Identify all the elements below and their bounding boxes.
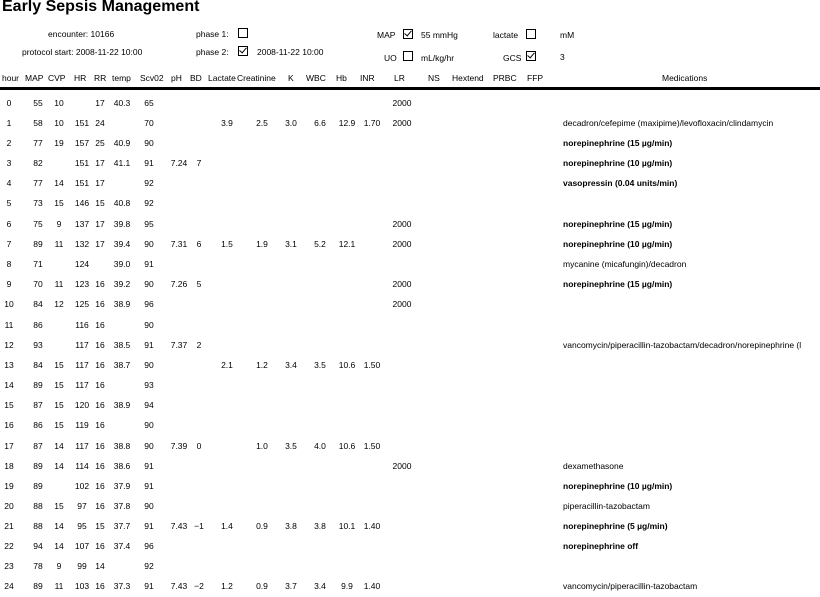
cell-scv: 91 bbox=[144, 521, 154, 531]
column-header-hr: HR bbox=[74, 73, 87, 83]
cell-cvp: 14 bbox=[54, 461, 64, 471]
gcs-value: 3 bbox=[560, 52, 565, 62]
protocol-start-label: protocol start: 2008-11-22 10:00 bbox=[22, 47, 143, 57]
gcs-label: GCS bbox=[503, 53, 522, 63]
cell-hour: 11 bbox=[4, 320, 14, 330]
column-header-hour: hour bbox=[2, 73, 20, 83]
table-row bbox=[0, 517, 820, 537]
table-row bbox=[0, 376, 820, 396]
table-row bbox=[0, 134, 820, 154]
cell-hour: 13 bbox=[4, 360, 14, 370]
cell-hour: 3 bbox=[6, 158, 12, 168]
cell-map: 78 bbox=[33, 561, 43, 571]
cell-scv: 90 bbox=[144, 320, 154, 330]
cell-cvp: 14 bbox=[54, 178, 64, 188]
uo-checkbox[interactable] bbox=[403, 51, 413, 61]
cell-creat: 0.9 bbox=[256, 521, 268, 531]
cell-hr: 117 bbox=[75, 340, 89, 350]
cell-medication: norepinephrine (15 µg/min) bbox=[563, 219, 673, 229]
table-row bbox=[0, 457, 820, 477]
cell-creat: 1.9 bbox=[256, 239, 268, 249]
cell-cvp: 9 bbox=[56, 219, 62, 229]
cell-scv: 91 bbox=[144, 340, 154, 350]
cell-rr: 15 bbox=[95, 521, 105, 531]
cell-hr: 117 bbox=[75, 380, 89, 390]
column-header-k: K bbox=[288, 73, 294, 83]
cell-rr: 24 bbox=[95, 118, 105, 128]
cell-rr: 17 bbox=[95, 158, 105, 168]
cell-lactate: 3.9 bbox=[221, 118, 233, 128]
cell-hr: 103 bbox=[74, 581, 90, 591]
cell-cvp: 15 bbox=[54, 420, 64, 430]
cell-temp: 38.9 bbox=[113, 400, 131, 410]
cell-map: 93 bbox=[33, 340, 43, 350]
table-row bbox=[0, 114, 820, 134]
cell-temp: 40.8 bbox=[113, 198, 131, 208]
cell-map: 77 bbox=[33, 138, 43, 148]
cell-lr: 2000 bbox=[392, 98, 412, 108]
cell-bd: −2 bbox=[194, 581, 204, 591]
cell-scv: 92 bbox=[144, 178, 154, 188]
column-header-lactate: Lactate bbox=[208, 73, 236, 83]
cell-scv: 90 bbox=[144, 279, 154, 289]
cell-k: 3.8 bbox=[285, 521, 297, 531]
cell-k: 3.1 bbox=[285, 239, 297, 249]
cell-rr: 16 bbox=[95, 441, 105, 451]
cell-cvp: 19 bbox=[54, 138, 64, 148]
cell-hr: 146 bbox=[74, 198, 90, 208]
cell-hr: 95 bbox=[77, 521, 87, 531]
cell-ph: 7.24 bbox=[170, 158, 188, 168]
cell-temp: 37.8 bbox=[113, 501, 131, 511]
cell-map: 89 bbox=[33, 380, 43, 390]
cell-rr: 25 bbox=[95, 138, 105, 148]
cell-scv: 93 bbox=[144, 380, 154, 390]
cell-cvp: 10 bbox=[54, 118, 64, 128]
cell-medication: norepinephrine (15 µg/min) bbox=[563, 279, 673, 289]
table-row bbox=[0, 497, 820, 517]
cell-hr: 157 bbox=[74, 138, 90, 148]
cell-bd: 7 bbox=[196, 158, 202, 168]
cell-scv: 96 bbox=[144, 541, 154, 551]
table-row bbox=[0, 537, 820, 557]
cell-wbc: 4.0 bbox=[314, 441, 326, 451]
cell-scv: 90 bbox=[144, 360, 154, 370]
table-row bbox=[0, 336, 820, 356]
cell-temp: 40.9 bbox=[113, 138, 131, 148]
table-row bbox=[0, 255, 820, 275]
cell-scv: 96 bbox=[144, 299, 154, 309]
cell-map: 89 bbox=[33, 481, 43, 491]
cell-hour: 23 bbox=[4, 561, 14, 571]
table-row bbox=[0, 94, 820, 114]
cell-cvp: 10 bbox=[54, 98, 64, 108]
cell-scv: 92 bbox=[144, 561, 154, 571]
cell-cvp: 15 bbox=[54, 198, 64, 208]
cell-hour: 2 bbox=[6, 138, 12, 148]
cell-cvp: 11 bbox=[54, 239, 64, 249]
cell-inr: 1.50 bbox=[363, 441, 381, 451]
cell-hour: 10 bbox=[4, 299, 14, 309]
cell-hour: 17 bbox=[4, 441, 14, 451]
cell-lactate: 1.2 bbox=[221, 581, 233, 591]
map-label: MAP bbox=[377, 30, 396, 40]
cell-hour: 19 bbox=[4, 481, 14, 491]
cell-wbc: 6.6 bbox=[314, 118, 326, 128]
cell-wbc: 3.4 bbox=[314, 581, 326, 591]
table-row bbox=[0, 356, 820, 376]
cell-hr: 99 bbox=[77, 561, 87, 571]
cell-scv: 92 bbox=[144, 198, 154, 208]
cell-map: 89 bbox=[33, 461, 43, 471]
cell-rr: 16 bbox=[95, 400, 105, 410]
cell-hr: 132 bbox=[74, 239, 90, 249]
cell-bd: 0 bbox=[196, 441, 202, 451]
cell-inr: 1.40 bbox=[363, 581, 381, 591]
cell-hr: 151 bbox=[74, 118, 90, 128]
table-row bbox=[0, 154, 820, 174]
page-title: Early Sepsis Management bbox=[2, 0, 200, 15]
cell-scv: 91 bbox=[144, 158, 154, 168]
cell-temp: 39.4 bbox=[113, 239, 131, 249]
cell-rr: 17 bbox=[95, 239, 105, 249]
cell-k: 3.0 bbox=[285, 118, 297, 128]
cell-creat: 1.0 bbox=[256, 441, 268, 451]
cell-hour: 14 bbox=[4, 380, 14, 390]
cell-scv: 91 bbox=[144, 259, 154, 269]
column-header-scv02: Scv02 bbox=[140, 73, 164, 83]
cell-hb: 10.6 bbox=[338, 441, 356, 451]
cell-creat: 2.5 bbox=[256, 118, 268, 128]
cell-map: 86 bbox=[33, 420, 43, 430]
column-header-rr: RR bbox=[94, 73, 107, 83]
cell-hr: 114 bbox=[75, 461, 89, 471]
cell-lr: 2000 bbox=[392, 299, 412, 309]
column-header-ph: pH bbox=[171, 73, 182, 83]
cell-map: 58 bbox=[33, 118, 43, 128]
cell-medication: norepinephrine (10 µg/min) bbox=[563, 158, 673, 168]
cell-hb: 12.1 bbox=[338, 239, 356, 249]
cell-medication: vancomycin/piperacillin-tazobactam bbox=[563, 581, 698, 591]
column-header-cvp: CVP bbox=[48, 73, 66, 83]
table-row bbox=[0, 275, 820, 295]
cell-medication: decadron/cefepime (maxipime)/levofloxacin/clindamycin bbox=[563, 118, 774, 128]
cell-lactate: 2.1 bbox=[221, 360, 233, 370]
cell-temp: 37.9 bbox=[113, 481, 131, 491]
cell-map: 87 bbox=[33, 400, 43, 410]
cell-wbc: 3.5 bbox=[314, 360, 326, 370]
cell-rr: 16 bbox=[95, 380, 105, 390]
column-header-creatinine: Creatinine bbox=[237, 73, 276, 83]
cell-map: 86 bbox=[33, 320, 43, 330]
cell-map: 84 bbox=[33, 360, 43, 370]
cell-cvp: 15 bbox=[54, 380, 64, 390]
cell-temp: 38.9 bbox=[113, 299, 131, 309]
phase1-label: phase 1: bbox=[196, 29, 229, 39]
cell-scv: 94 bbox=[144, 400, 154, 410]
cell-map: 87 bbox=[33, 441, 43, 451]
cell-wbc: 5.2 bbox=[314, 239, 326, 249]
cell-scv: 90 bbox=[144, 441, 154, 451]
cell-cvp: 11 bbox=[54, 581, 64, 591]
uo-unit: mL/kg/hr bbox=[421, 53, 455, 63]
cell-inr: 1.40 bbox=[363, 521, 381, 531]
table-row bbox=[0, 437, 820, 457]
cell-medication: norepinephrine (5 µg/min) bbox=[563, 521, 668, 531]
cell-hr: 97 bbox=[77, 501, 87, 511]
cell-temp: 38.5 bbox=[113, 340, 131, 350]
cell-map: 77 bbox=[33, 178, 43, 188]
column-header-temp: temp bbox=[112, 73, 131, 83]
cell-k: 3.4 bbox=[285, 360, 297, 370]
cell-scv: 90 bbox=[144, 420, 154, 430]
cell-temp: 41.1 bbox=[113, 158, 131, 168]
cell-wbc: 3.8 bbox=[314, 521, 326, 531]
cell-rr: 16 bbox=[95, 340, 105, 350]
cell-temp: 39.2 bbox=[113, 279, 131, 289]
cell-rr: 16 bbox=[95, 320, 105, 330]
map-value: 55 mmHg bbox=[421, 30, 458, 40]
cell-rr: 17 bbox=[95, 98, 105, 108]
cell-hour: 18 bbox=[4, 461, 14, 471]
cell-rr: 16 bbox=[95, 541, 105, 551]
cell-hr: 125 bbox=[74, 299, 90, 309]
cell-medication: vancomycin/piperacillin-tazobactam/decadron/norepinephrine (l bbox=[563, 340, 802, 350]
phase2-checkbox[interactable] bbox=[238, 46, 248, 56]
cell-scv: 65 bbox=[144, 98, 154, 108]
cell-map: 89 bbox=[33, 581, 43, 591]
cell-temp: 38.8 bbox=[113, 441, 131, 451]
cell-hr: 107 bbox=[74, 541, 90, 551]
cell-lactate: 1.5 bbox=[221, 239, 233, 249]
table-row bbox=[0, 557, 820, 577]
cell-k: 3.7 bbox=[285, 581, 297, 591]
cell-scv: 91 bbox=[144, 581, 154, 591]
column-header-hextend: Hextend bbox=[452, 73, 484, 83]
cell-temp: 37.7 bbox=[113, 521, 131, 531]
cell-rr: 16 bbox=[95, 501, 105, 511]
cell-lr: 2000 bbox=[392, 461, 412, 471]
cell-medication: norepinephrine off bbox=[563, 541, 639, 551]
cell-creat: 0.9 bbox=[256, 581, 268, 591]
lactate-unit: mM bbox=[560, 30, 575, 40]
cell-ph: 7.37 bbox=[170, 340, 188, 350]
cell-hour: 24 bbox=[4, 581, 14, 591]
cell-scv: 95 bbox=[144, 219, 154, 229]
cell-rr: 17 bbox=[95, 178, 105, 188]
cell-scv: 90 bbox=[144, 239, 154, 249]
table-row bbox=[0, 215, 820, 235]
column-header-bd: BD bbox=[190, 73, 202, 83]
phase1-checkbox[interactable] bbox=[238, 28, 248, 38]
column-header-ns: NS bbox=[428, 73, 440, 83]
cell-ph: 7.39 bbox=[170, 441, 188, 451]
cell-hr: 119 bbox=[75, 420, 89, 430]
cell-bd: 6 bbox=[196, 239, 202, 249]
cell-rr: 16 bbox=[95, 581, 105, 591]
cell-map: 88 bbox=[33, 521, 43, 531]
cell-hr: 151 bbox=[74, 178, 90, 188]
table-row bbox=[0, 416, 820, 436]
cell-medication: mycanine (micafungin)/decadron bbox=[563, 259, 687, 269]
cell-ph: 7.43 bbox=[170, 521, 188, 531]
cell-map: 89 bbox=[33, 239, 43, 249]
cell-medication: vasopressin (0.04 units/min) bbox=[563, 178, 678, 188]
cell-map: 55 bbox=[33, 98, 43, 108]
cell-cvp: 15 bbox=[54, 360, 64, 370]
header-divider bbox=[0, 87, 820, 90]
cell-hr: 151 bbox=[74, 158, 90, 168]
lactate-checkbox[interactable] bbox=[526, 29, 536, 39]
cell-hour: 9 bbox=[6, 279, 12, 289]
cell-temp: 37.3 bbox=[113, 581, 131, 591]
cell-hr: 117 bbox=[75, 441, 89, 451]
cell-hb: 10.6 bbox=[338, 360, 356, 370]
cell-hr: 137 bbox=[74, 219, 90, 229]
column-header-prbc: PRBC bbox=[493, 73, 517, 83]
cell-hour: 4 bbox=[6, 178, 12, 188]
cell-bd: 2 bbox=[196, 340, 202, 350]
map-checkbox[interactable] bbox=[403, 29, 413, 39]
table-row bbox=[0, 316, 820, 336]
cell-hr: 116 bbox=[75, 320, 89, 330]
cell-inr: 1.70 bbox=[363, 118, 381, 128]
cell-lr: 2000 bbox=[392, 239, 412, 249]
column-header-wbc: WBC bbox=[306, 73, 326, 83]
table-row bbox=[0, 396, 820, 416]
cell-map: 82 bbox=[33, 158, 43, 168]
cell-ph: 7.31 bbox=[170, 239, 188, 249]
cell-cvp: 15 bbox=[54, 400, 64, 410]
cell-ph: 7.43 bbox=[170, 581, 188, 591]
cell-hour: 12 bbox=[4, 340, 14, 350]
cell-hr: 123 bbox=[74, 279, 90, 289]
cell-rr: 17 bbox=[95, 219, 105, 229]
cell-creat: 1.2 bbox=[256, 360, 268, 370]
cell-medication: piperacillin-tazobactam bbox=[563, 501, 650, 511]
table-row bbox=[0, 477, 820, 497]
cell-k: 3.5 bbox=[285, 441, 297, 451]
cell-scv: 90 bbox=[144, 138, 154, 148]
cell-hour: 16 bbox=[4, 420, 14, 430]
table-row bbox=[0, 194, 820, 214]
cell-temp: 40.3 bbox=[113, 98, 131, 108]
cell-lr: 2000 bbox=[392, 219, 412, 229]
cell-scv: 90 bbox=[144, 501, 154, 511]
column-header-hb: Hb bbox=[336, 73, 347, 83]
cell-hour: 20 bbox=[4, 501, 14, 511]
cell-cvp: 14 bbox=[54, 541, 64, 551]
cell-hour: 5 bbox=[6, 198, 12, 208]
cell-lactate: 1.4 bbox=[221, 521, 233, 531]
cell-scv: 91 bbox=[144, 481, 154, 491]
cell-temp: 37.4 bbox=[113, 541, 131, 551]
gcs-checkbox[interactable] bbox=[526, 51, 536, 61]
cell-lr: 2000 bbox=[392, 279, 412, 289]
cell-bd: −1 bbox=[194, 521, 204, 531]
cell-map: 73 bbox=[33, 198, 43, 208]
cell-cvp: 11 bbox=[54, 279, 64, 289]
cell-hb: 9.9 bbox=[341, 581, 353, 591]
table-row bbox=[0, 174, 820, 194]
cell-temp: 38.7 bbox=[113, 360, 131, 370]
cell-scv: 91 bbox=[144, 461, 154, 471]
cell-rr: 16 bbox=[95, 279, 105, 289]
cell-hour: 7 bbox=[6, 239, 12, 249]
cell-hour: 15 bbox=[4, 400, 14, 410]
cell-temp: 38.6 bbox=[113, 461, 131, 471]
cell-hour: 1 bbox=[6, 118, 12, 128]
cell-rr: 16 bbox=[95, 299, 105, 309]
phase2-label: phase 2: bbox=[196, 47, 229, 57]
cell-cvp: 14 bbox=[54, 521, 64, 531]
cell-scv: 70 bbox=[144, 118, 154, 128]
cell-cvp: 14 bbox=[54, 441, 64, 451]
cell-map: 70 bbox=[33, 279, 43, 289]
encounter-label: encounter: 10166 bbox=[48, 29, 115, 39]
cell-hr: 102 bbox=[74, 481, 90, 491]
cell-rr: 15 bbox=[95, 198, 105, 208]
table-row bbox=[0, 295, 820, 315]
cell-cvp: 12 bbox=[54, 299, 64, 309]
cell-hr: 124 bbox=[74, 259, 90, 269]
cell-medication: norepinephrine (10 µg/min) bbox=[563, 239, 673, 249]
cell-medication: dexamethasone bbox=[563, 461, 624, 471]
cell-temp: 39.8 bbox=[113, 219, 131, 229]
cell-map: 71 bbox=[33, 259, 43, 269]
cell-hb: 12.9 bbox=[338, 118, 356, 128]
cell-hb: 10.1 bbox=[338, 521, 356, 531]
cell-rr: 14 bbox=[95, 561, 105, 571]
cell-temp: 39.0 bbox=[113, 259, 131, 269]
column-header-inr: INR bbox=[360, 73, 375, 83]
table-row bbox=[0, 235, 820, 255]
cell-hour: 21 bbox=[4, 521, 14, 531]
cell-bd: 5 bbox=[196, 279, 202, 289]
cell-hr: 117 bbox=[75, 360, 89, 370]
cell-map: 94 bbox=[33, 541, 43, 551]
cell-medication: norepinephrine (15 µg/min) bbox=[563, 138, 673, 148]
cell-hr: 120 bbox=[74, 400, 90, 410]
cell-rr: 16 bbox=[95, 420, 105, 430]
uo-label: UO bbox=[384, 53, 397, 63]
cell-cvp: 9 bbox=[56, 561, 62, 571]
cell-hour: 22 bbox=[4, 541, 14, 551]
cell-map: 88 bbox=[33, 501, 43, 511]
cell-medication: norepinephrine (10 µg/min) bbox=[563, 481, 673, 491]
cell-hour: 8 bbox=[6, 259, 12, 269]
cell-inr: 1.50 bbox=[363, 360, 381, 370]
cell-lr: 2000 bbox=[392, 118, 412, 128]
lactate-label: lactate bbox=[493, 30, 519, 40]
column-header-map: MAP bbox=[25, 73, 44, 83]
phase2-date: 2008-11-22 10:00 bbox=[257, 47, 324, 57]
column-header-lr: LR bbox=[394, 73, 405, 83]
cell-map: 84 bbox=[33, 299, 43, 309]
cell-ph: 7.26 bbox=[170, 279, 188, 289]
column-header-medications: Medications bbox=[662, 73, 708, 83]
table-row bbox=[0, 577, 820, 597]
cell-rr: 16 bbox=[95, 461, 105, 471]
cell-cvp: 15 bbox=[54, 501, 64, 511]
cell-rr: 16 bbox=[95, 360, 105, 370]
column-header-ffp: FFP bbox=[527, 73, 544, 83]
cell-rr: 16 bbox=[95, 481, 105, 491]
cell-hour: 0 bbox=[6, 98, 12, 108]
cell-hour: 6 bbox=[6, 219, 12, 229]
cell-map: 75 bbox=[33, 219, 43, 229]
